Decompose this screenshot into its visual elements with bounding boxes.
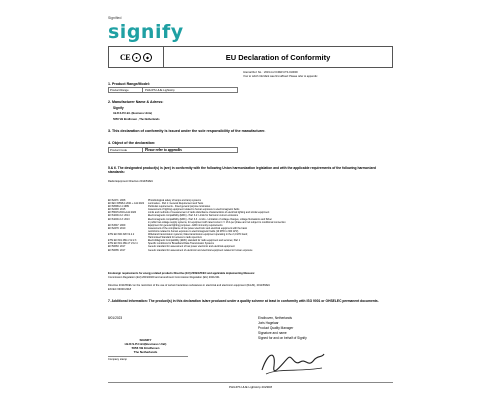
stamp-line: I.B.R.S.P.C.B.I(Business Unit) <box>124 342 167 346</box>
declaration-header <box>108 46 393 68</box>
section2-heading: 2. Manufacturer Name & Adress: <box>108 100 164 104</box>
product-range-table <box>108 87 238 93</box>
certification-mark-icon: ● <box>132 53 141 62</box>
manufacturer-name: Signify <box>113 106 124 110</box>
product-range-row <box>108 87 238 93</box>
product-range-key: Product Range <box>109 88 143 92</box>
document-page <box>108 16 393 392</box>
standard-row: EN 55015:2019+A11:2020 Limits and methods of measurement of radio disturbance characteristics of electrical lighting and similar equipment <box>108 211 270 215</box>
product-code-table <box>108 147 238 153</box>
standard-row: in public low-voltage supply systems, for equipment with rated current <= 16 A per phase and not subject to conditional connection <box>148 220 286 224</box>
logo-text: signify <box>108 21 184 43</box>
product-code-key: Product Code <box>109 148 143 152</box>
signoff-place: Eindhoven, Netherlands <box>258 316 293 320</box>
signoff-signature-label: Signature and name <box>258 331 287 335</box>
standard-row: EN 50663: 2017 Generic standard for assessment of low power electronic and electrical equipment <box>108 245 235 249</box>
handwritten-signature <box>258 346 328 380</box>
standards-list <box>108 199 378 252</box>
directive-radio: Radio Equipment Directive 2014/53/EU <box>108 180 154 183</box>
manufacturer-line-1: I.B.R.S.P.C.B.I. (Business Unite) <box>113 112 153 115</box>
directive-rohs-standard: EN IEC 63000:2018 <box>108 288 132 291</box>
standard-row: EN 62471: 2008 Photobiological safety of lamps and lamp systems <box>108 199 201 202</box>
standard-row: EN 60598-2-1:1989 Particular requirements - Fixed general purpose luminaires <box>108 205 211 209</box>
section7-heading: 7. Additional information: The product(s) in this declaration is/are produced under a quality scheme at least in conformity with ISO 9001 or OHSELEC permanent documents. <box>108 299 379 303</box>
ce-mark-year-note: Your to which CE Mark was first affixed: Please refer to appendix <box>243 75 318 78</box>
stamp-line: SIGNIFY <box>139 338 152 342</box>
approval-mark-icon: ◆ <box>143 53 152 62</box>
footer-text: PHILIPS HUE Lightstrip 2023D8 <box>228 385 273 389</box>
section1-heading: 1. Product Range/Model: <box>108 82 151 86</box>
directive-ecodesign-regulation: Commission Regulation (EU) 2019/2020 and amendment Commission Regulation (EU) 2021/341 <box>108 276 220 279</box>
section4-heading: 4. Object of the declaration: <box>108 141 156 145</box>
section5-heading: 5.& 6. The designated product(s) is (are) in conformity with the following Union harmonization legislation and with the applicable requirements of the following harmonized standards: <box>108 166 376 174</box>
standard-row: EN 50665: 2017 Generic standard for assessment of electronic and electrical equipment related to human exposure <box>108 248 253 252</box>
product-code-value: Please refer to appendix <box>145 148 182 152</box>
standard-row: EN 61000-3-3: 2013 Electromagnetic compatibility (EMC) - Part 3-3 - Limits - Limitation of voltage changes, voltage fluctuations and flicker <box>108 217 272 221</box>
document-footer <box>108 382 393 391</box>
product-code-row <box>108 147 238 153</box>
ce-mark-cell <box>109 47 164 67</box>
directive-rohs: Directive 2011/65/EU on the restriction of the use of certain hazardous substances in electrical and electronic equipment (RoHS), 2011/65/EU <box>108 284 271 287</box>
signoff-date: 8/01/2023 <box>108 316 123 320</box>
signoff-person: Joris Hagelaar <box>258 321 279 325</box>
document-title: EU Declaration of Conformity <box>225 52 331 62</box>
standard-row: EN 62479: 2010 Assessment of the compliance of low power electronic and electrical equipment with the basic <box>108 226 248 230</box>
signoff-role: Product Quality Manager <box>258 326 294 330</box>
product-range-value: PHILIPS HUE Lightstrip <box>145 88 175 92</box>
standard-row: Harmonised Standard for access to radio spectrum <box>148 236 202 240</box>
signoff-behalf: Signed for and on behalf of Signify <box>258 336 307 340</box>
standard-row: EN 61547: 2009 Equipment for general lighting purposes - EMC immunity requirements <box>108 223 223 227</box>
stamp-divider <box>108 356 188 357</box>
standard-row: EN IEC 60598-1:2021 + A11:2022 Luminaires - Part 1: General Requirement and Tests <box>108 202 204 206</box>
internal-ref: Internal Ref. No. : 2019-Gt-VCMW-CT0-010000 <box>243 71 298 74</box>
brand-small-label: Signified <box>108 16 122 20</box>
standard-row: restrictions related to human exposure to electromagnetic fields (10 MHz to 300 GHz) <box>148 229 239 233</box>
standard-row: ETSI EN 301 489-1 V2.2.3 ElectroMagnetic Compatibility (EMC) standard for radio equipment and services; Part 1 <box>108 239 241 243</box>
stamp-line: 5656 VB Eindhoven <box>131 346 160 350</box>
ce-mark: CE <box>119 52 131 62</box>
stamp-label: Company stamp <box>108 358 127 361</box>
section3-heading: 3. This declaration of conformity is issued under the sole responsibility of the manufacturer. <box>108 129 266 133</box>
standard-row: EN 62493: 2015 Assessment of lighting equipment related to human exposure to electromagnetic fields <box>108 208 240 212</box>
manufacturer-line-2: 5656 VB Eindhoven , The Netherlands <box>113 118 160 121</box>
stamp-line: The Netherlands <box>133 350 158 354</box>
company-stamp <box>113 338 178 354</box>
signify-logo <box>108 21 184 43</box>
directive-ecodesign: Ecodesign requirements for energy-related products Directive (EU) 2009/125/EC and applicable implementing Measure: <box>108 272 255 275</box>
standard-row: ETSI EN 300 328 V2.2.2 Wideband transmission systems; Data transmission equipment operating in the 2,4 GHz band; <box>108 233 248 237</box>
standard-row: ETSI EN 301 489-17 V3.2.4 Specific conditions for Broadband Data Transmission Systems <box>108 242 214 246</box>
standard-row: EN 61000-3-2: 2014 Electromagnetic compatibility (EMC) - Part 3-2: Limits for harmonic current emissions <box>108 214 239 218</box>
